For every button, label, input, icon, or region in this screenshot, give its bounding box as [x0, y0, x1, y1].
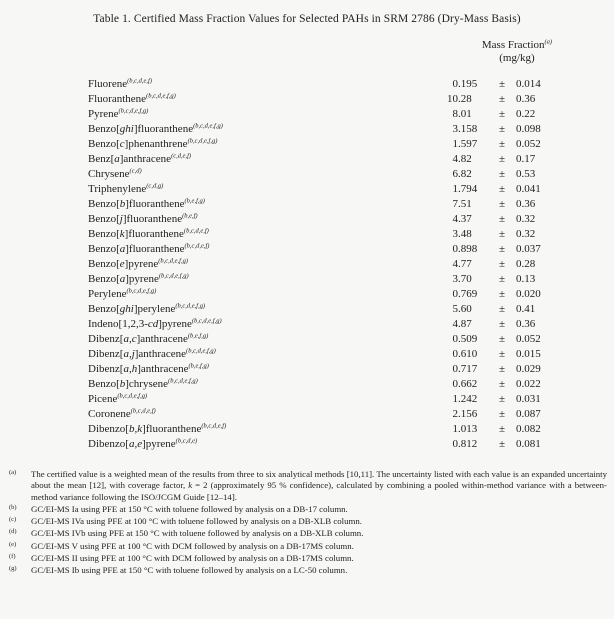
- method-superscript: (b,c,d,e,f,g): [175, 302, 206, 310]
- compound-name: Benzo[a]pyrene$^{(b,c,d,e,f,g)}$: [88, 272, 189, 285]
- table-row: [0, 407, 614, 422]
- plus-minus-sign: ±: [498, 423, 506, 435]
- method-superscript: (b,e,f): [182, 212, 198, 220]
- table-row: [0, 227, 614, 242]
- uncertainty-value: 0.014: [516, 78, 541, 90]
- table-row: [0, 317, 614, 332]
- uncertainty-value: 0.36: [516, 318, 536, 330]
- table-row: [0, 332, 614, 347]
- mass-fraction-value: 1 .013: [452, 423, 478, 435]
- table-row: [0, 212, 614, 227]
- table-row: [0, 257, 614, 272]
- mass-fraction-footnote-marker: (a): [544, 38, 553, 46]
- mass-fraction-value: 0 .769: [452, 288, 478, 300]
- uncertainty-value: 0.28: [516, 258, 536, 270]
- plus-minus-sign: ±: [498, 363, 506, 375]
- mass-fraction-value: 7 .51: [452, 198, 472, 210]
- mass-fraction-value: 3 .70: [452, 273, 472, 285]
- method-superscript: (b,c,d,e,f): [201, 422, 227, 430]
- uncertainty-value: 0.022: [516, 378, 541, 390]
- mass-fraction-value: 0 .898: [452, 243, 478, 255]
- uncertainty-value: 0.082: [516, 423, 541, 435]
- mass-fraction-value: 4 .77: [452, 258, 472, 270]
- footnote-label: (c): [9, 516, 17, 524]
- method-superscript: (b,c,d,e,f,g): [193, 122, 223, 130]
- compound-name: Dibenz[a,j]anthracene$^{(b,c,d,e,f,g)}$: [88, 347, 216, 360]
- method-superscript: (b,c,d,e,f,g): [187, 137, 218, 145]
- method-superscript: (b,e,f,g): [187, 332, 209, 340]
- method-superscript: (b,c,d,e,f): [130, 407, 156, 415]
- method-superscript: (b,c,d,e): [175, 437, 198, 445]
- compound-name: Benzo[b]chrysene$^{(b,c,d,e,f,g)}$: [88, 377, 198, 390]
- plus-minus-sign: ±: [498, 123, 506, 135]
- compound-name: Benzo[ghi]fluoranthene$^{(b,c,d,e,f,g)}$: [88, 122, 223, 135]
- uncertainty-value: 0.22: [516, 108, 536, 120]
- compound-name: Triphenylene$^{(c,d,g)}$: [88, 182, 164, 195]
- plus-minus-sign: ±: [498, 393, 506, 405]
- table-row: [0, 197, 614, 212]
- uncertainty-value: 0.098: [516, 123, 541, 135]
- compound-name: Indeno[1,2,3-cd]pyrene$^{(b,c,d,e,f,g)}$: [88, 317, 222, 330]
- compound-name: Fluorene$^{(b,c,d,e,f)}$: [88, 77, 153, 90]
- compound-name: Dibenz[a,h]anthracene$^{(b,e,f,g)}$: [88, 362, 209, 375]
- uncertainty-value: 0.020: [516, 288, 541, 300]
- uncertainty-value: 0.53: [516, 168, 536, 180]
- mass-fraction-value: 3 .158: [452, 123, 478, 135]
- method-superscript: (b,c,d,e,f,g): [117, 392, 148, 400]
- mass-fraction-value: 0 .610: [452, 348, 478, 360]
- footnote-text: GC/EI-MS IVb using PFE at 150 °C with toluene followed by analysis on a DB-XLB column.: [31, 528, 364, 539]
- plus-minus-sign: ±: [498, 288, 506, 300]
- plus-minus-sign: ±: [498, 153, 506, 165]
- mass-fraction-value: 0 .812: [452, 438, 478, 450]
- compound-name: Perylene$^{(b,c,d,e,f,g)}$: [88, 287, 157, 300]
- table-row: [0, 152, 614, 167]
- compound-name: Picene$^{(b,c,d,e,f,g)}$: [88, 392, 148, 405]
- uncertainty-value: 0.36: [516, 93, 536, 105]
- mass-fraction-value: 4 .87: [452, 318, 472, 330]
- method-superscript: (b,c,d,e,f,g): [168, 377, 198, 385]
- footnote: [9, 516, 607, 527]
- plus-minus-sign: ±: [498, 198, 506, 210]
- footnote: [9, 553, 607, 564]
- compound-name: Pyrene$^{(b,c,d,e,f,g)}$: [88, 107, 149, 120]
- footnote: [9, 469, 607, 503]
- table-row: [0, 287, 614, 302]
- mass-fraction-value: 0 .717: [452, 363, 478, 375]
- compound-name: Fluoranthene$^{(b,c,d,e,f,g)}$: [88, 92, 176, 105]
- footnote-label: (a): [9, 469, 17, 476]
- footnote-text: GC/EI-MS II using PFE at 100 °C with DCM followed by analysis on a DB-17MS column.: [31, 553, 354, 564]
- footnote: [9, 565, 607, 576]
- plus-minus-sign: ±: [498, 318, 506, 330]
- plus-minus-sign: ±: [498, 438, 506, 450]
- uncertainty-value: 0.32: [516, 213, 536, 225]
- uncertainty-value: 0.015: [516, 348, 541, 360]
- method-superscript: (b,e,f,g): [188, 362, 209, 370]
- compound-name: Coronene$^{(b,c,d,e,f)}$: [88, 407, 156, 420]
- plus-minus-sign: ±: [498, 108, 506, 120]
- table-row: [0, 92, 614, 107]
- footnotes-section: [0, 469, 614, 577]
- uncertainty-value: 0.36: [516, 198, 536, 210]
- mass-fraction-value: 10 .28: [447, 93, 472, 105]
- footnote-text: GC/EI-MS Ib using PFE at 150 °C with toluene followed by analysis on a LC-50 column.: [31, 565, 348, 576]
- compound-name: Benzo[b]fluoranthene$^{(b,e,f,g)}$: [88, 197, 205, 210]
- method-superscript: (b,c,d,e,f,g): [191, 317, 222, 325]
- table-row: [0, 272, 614, 287]
- mass-fraction-value: 5 .60: [452, 303, 472, 315]
- compound-name: Dibenzo[b,k]fluoranthene$^{(b,c,d,e,f)}$: [88, 422, 227, 435]
- method-superscript: (b,c,d,e,f): [127, 77, 153, 85]
- column-header-group: [452, 39, 582, 65]
- table-row: [0, 137, 614, 152]
- plus-minus-sign: ±: [498, 78, 506, 90]
- method-superscript: (c,d): [129, 167, 142, 175]
- compound-name: Chrysene$^{(c,d)}$: [88, 167, 142, 180]
- column-header-unit: (mg/kg): [499, 52, 535, 64]
- method-superscript: (b,e,f,g): [184, 197, 205, 205]
- method-superscript: (c,d,g): [146, 182, 164, 190]
- uncertainty-value: 0.029: [516, 363, 541, 375]
- plus-minus-sign: ±: [498, 228, 506, 240]
- table-row: [0, 422, 614, 437]
- method-superscript: (b,c,d,e,f): [184, 242, 210, 250]
- footnote-label: (b): [9, 503, 17, 511]
- footnote-text: GC/EI-MS Ia using PFE at 150 °C with toluene followed by analysis on a DB-17 column.: [31, 503, 348, 514]
- mass-fraction-value: 8 .01: [452, 108, 472, 120]
- method-superscript: (b,c,d,e,f,g): [146, 92, 176, 100]
- mass-fraction-value: 4 .37: [452, 213, 472, 225]
- plus-minus-sign: ±: [498, 93, 506, 105]
- method-superscript: (c,d,e,f): [171, 152, 192, 160]
- plus-minus-sign: ±: [498, 378, 506, 390]
- footnote-text: GC/EI-MS V using PFE at 100 °C with DCM followed by analysis on a DB-17MS column.: [31, 540, 354, 551]
- uncertainty-value: 0.081: [516, 438, 541, 450]
- plus-minus-sign: ±: [498, 408, 506, 420]
- mass-fraction-value: 1 .794: [452, 183, 478, 195]
- compound-name: Benzo[c]phenanthrene$^{(b,c,d,e,f,g)}$: [88, 137, 218, 150]
- compound-name: Benzo[a]fluoranthene$^{(b,c,d,e,f)}$: [88, 242, 210, 255]
- footnote-label: (f): [9, 553, 16, 561]
- compound-name: Benzo[e]pyrene$^{(b,c,d,e,f,g)}$: [88, 257, 189, 270]
- table-title: Table 1. Certified Mass Fraction Values for Selected PAHs in SRM 2786 (Dry-Mass Basis): [93, 13, 521, 25]
- uncertainty-value: 0.037: [516, 243, 541, 255]
- uncertainty-value: 0.32: [516, 228, 536, 240]
- method-superscript: (b,c,d,e,f,g): [186, 347, 216, 355]
- table-row: [0, 122, 614, 137]
- method-superscript: (b,c,d,e,f,g): [126, 287, 157, 295]
- mass-fraction-value: 2 .156: [452, 408, 478, 420]
- uncertainty-value: 0.052: [516, 333, 541, 345]
- table-row: [0, 362, 614, 377]
- table-row: [0, 182, 614, 197]
- mass-fraction-value: 0 .662: [452, 378, 478, 390]
- footnote: [9, 504, 607, 515]
- plus-minus-sign: ±: [498, 258, 506, 270]
- mass-fraction-value: 1 .597: [452, 138, 478, 150]
- uncertainty-value: 0.13: [516, 273, 536, 285]
- footnote-label: (g): [9, 565, 17, 573]
- table-row: [0, 77, 614, 92]
- plus-minus-sign: ±: [498, 243, 506, 255]
- compound-name: Benzo[k]fluoranthene$^{(b,c,d,e,f)}$: [88, 227, 209, 240]
- plus-minus-sign: ±: [498, 183, 506, 195]
- plus-minus-sign: ±: [498, 273, 506, 285]
- uncertainty-value: 0.087: [516, 408, 541, 420]
- mass-fraction-value: 6 .82: [452, 168, 472, 180]
- table-row: [0, 347, 614, 362]
- plus-minus-sign: ±: [498, 213, 506, 225]
- table-row: [0, 437, 614, 452]
- compound-name: Dibenz[a,c]anthracene$^{(b,e,f,g)}$: [88, 332, 209, 345]
- uncertainty-value: 0.041: [516, 183, 541, 195]
- table-row: [0, 242, 614, 257]
- compound-name: Dibenzo[a,e]pyrene$^{(b,c,d,e)}$: [88, 437, 198, 450]
- footnote-text: The certified value is a weighted mean of the results from three to six analytical methods [10,11]. The uncertainty listed with each value is an expanded uncertainty about the mean [12], with coverage factor, k = 2 (approximately 95 % confidence), calculated by combining a pooled within-method variance with a between-method variance following the ISO/JCGM Guide [12–14].: [31, 469, 607, 502]
- footnote-label: (e): [9, 540, 17, 548]
- certified-values-table: [0, 77, 614, 452]
- compound-name: Benzo[j]fluoranthene$^{(b,e,f)}$: [88, 212, 198, 225]
- method-superscript: (b,c,d,e,f,g): [158, 272, 189, 280]
- footnote: [9, 528, 607, 539]
- mass-fraction-value: 4 .82: [452, 153, 472, 165]
- method-superscript: (b,c,d,e,f,g): [118, 107, 149, 115]
- table-row: [0, 392, 614, 407]
- plus-minus-sign: ±: [498, 333, 506, 345]
- table-row: [0, 107, 614, 122]
- uncertainty-value: 0.031: [516, 393, 541, 405]
- footnote-text: GC/EI-MS IVa using PFE at 100 °C with toluene followed by analysis on a DB-XLB column.: [31, 516, 362, 527]
- mass-fraction-value: 3 .48: [452, 228, 472, 240]
- method-superscript: (b,c,d,e,f): [183, 227, 209, 235]
- uncertainty-value: 0.052: [516, 138, 541, 150]
- mass-fraction-label: Mass Fraction: [481, 39, 545, 51]
- compound-name: Benz[a]anthracene$^{(c,d,e,f)}$: [88, 152, 192, 165]
- uncertainty-value: 0.17: [516, 153, 536, 165]
- column-header-mass-fraction: [452, 39, 582, 52]
- mass-fraction-value: 0 .509: [452, 333, 478, 345]
- footnote: [9, 541, 607, 552]
- footnote-label: (d): [9, 528, 17, 536]
- uncertainty-value: 0.41: [516, 303, 536, 315]
- compound-name: Benzo[ghi]perylene$^{(b,c,d,e,f,g)}$: [88, 302, 206, 315]
- table-row: [0, 167, 614, 182]
- mass-fraction-value: 1 .242: [452, 393, 478, 405]
- table-row: [0, 302, 614, 317]
- plus-minus-sign: ±: [498, 138, 506, 150]
- mass-fraction-value: 0 .195: [452, 78, 478, 90]
- table-row: [0, 377, 614, 392]
- method-superscript: (b,c,d,e,f,g): [158, 257, 189, 265]
- plus-minus-sign: ±: [498, 303, 506, 315]
- plus-minus-sign: ±: [498, 348, 506, 360]
- plus-minus-sign: ±: [498, 168, 506, 180]
